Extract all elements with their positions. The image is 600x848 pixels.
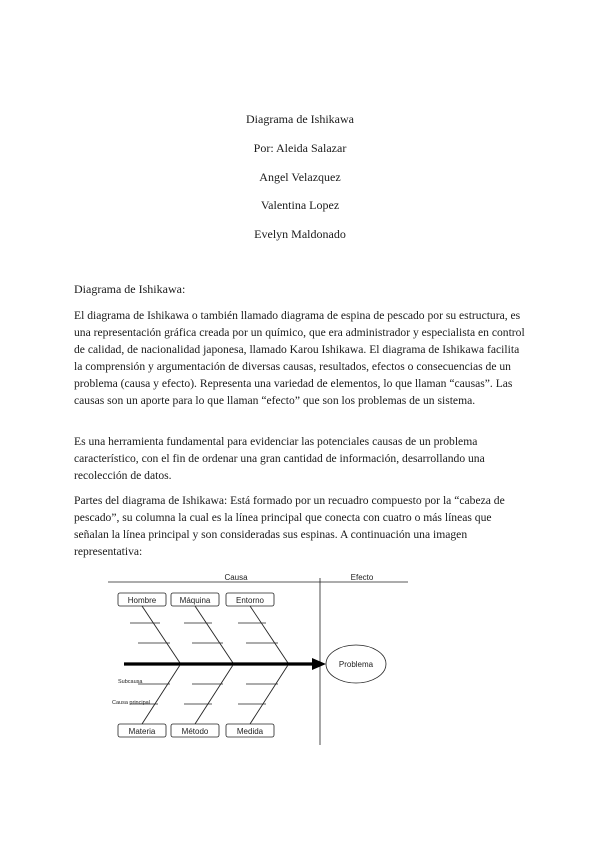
- cause-medida: Medida: [236, 727, 264, 736]
- spine-arrowhead: [312, 658, 326, 670]
- section-heading: Diagrama de Ishikawa:: [74, 282, 186, 296]
- label-subcausa: Subcausa: [118, 679, 143, 685]
- cause-materia: Materia: [128, 727, 156, 736]
- paragraph-purpose: Es una herramienta fundamental para evidenciar las potenciales causas de un problema característico, con el fin de ordenar una gran cantidad de información, desarrollando una recolección de datos.: [74, 435, 485, 482]
- bone-top: [142, 606, 180, 663]
- label-causa-principal: Causa principal: [112, 700, 150, 706]
- bone-bottom: [250, 665, 288, 724]
- bone-bottom: [142, 665, 180, 724]
- header-efecto: Efecto: [350, 573, 374, 582]
- cause-maquina: Máquina: [179, 596, 211, 605]
- effect-problema: Problema: [338, 660, 374, 669]
- bone-bottom: [195, 665, 233, 724]
- paragraph-parts: Partes del diagrama de Ishikawa: Está formado por un recuadro compuesto por la “cabeza de pescado”, su columna la cual es la línea principal que conecta con cuatro o más líneas que señalan la línea principal y son consideradas sus espinas. A continuación una imagen representativa:: [74, 494, 505, 558]
- ishikawa-diagram: [108, 570, 408, 748]
- author-line: Por: Aleida Salazar: [253, 141, 347, 155]
- paragraph-intro: El diagrama de Ishikawa o también llamado diagrama de espina de pescado por su estructura, es una representación gráfica creada por un químico, que era administrador y especialista en control de calidad, de nacionalidad japonesa, llamado Karou Ishikawa. El diagrama de Ishikawa facilita la comprensión y argumentación de diversas causas, resultados, efectos o consecuencias de un problema (causa y efecto). Representa una variedad de elementos, lo que llaman “causas”. Las causas son un aporte para lo que llaman “efecto” que son los problemas de un sistema.: [74, 309, 525, 407]
- header-causa: Causa: [224, 573, 248, 582]
- bone-top: [195, 606, 233, 663]
- author-name: Valentina Lopez: [260, 198, 340, 212]
- author-name: Evelyn Maldonado: [254, 227, 346, 241]
- document-title: Diagrama de Ishikawa: [246, 112, 354, 126]
- cause-metodo: Método: [181, 727, 209, 736]
- bone-top: [250, 606, 288, 663]
- author-name: Angel Velazquez: [259, 170, 341, 184]
- cause-entorno: Entorno: [235, 596, 265, 605]
- cause-hombre: Hombre: [127, 596, 157, 605]
